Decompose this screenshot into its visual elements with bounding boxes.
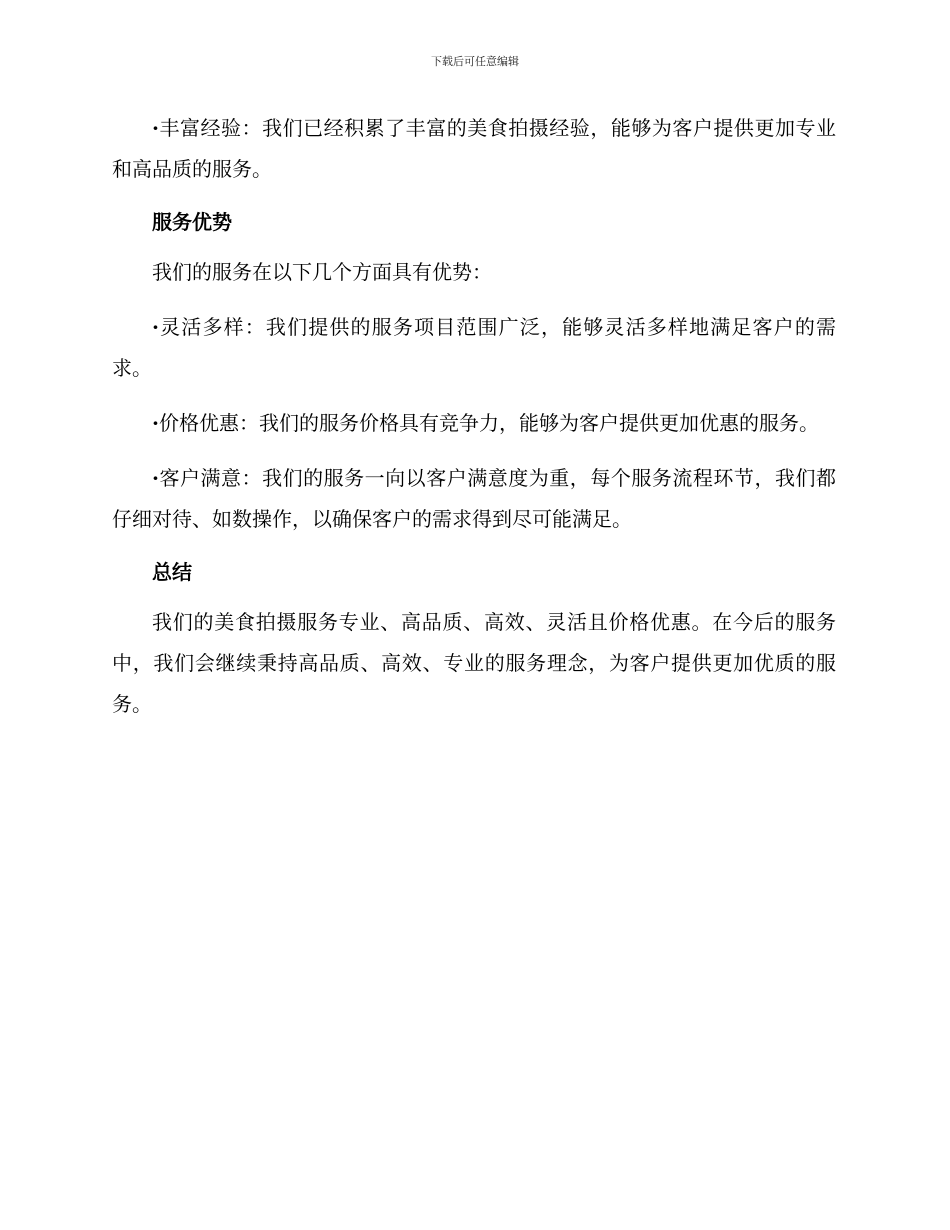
advantages-intro: 我们的服务在以下几个方面具有优势： [152, 260, 492, 284]
advantage-item-text: 灵活多样：我们提供的服务项目范围广泛，能够灵活多样地满足客户的需求。 [112, 315, 836, 380]
summary-heading: 总结 [152, 560, 192, 584]
bullet: · [152, 315, 159, 339]
experience-text: 丰富经验：我们已经积累了丰富的美食拍摄经验，能够为客户提供更加专业和高品质的服务。 [112, 116, 836, 181]
bullet: · [152, 116, 159, 140]
page-header: 下载后可任意编辑 [431, 55, 519, 68]
bullet: · [152, 466, 159, 490]
advantage-item-satisfaction [112, 458, 836, 540]
bullet: · [152, 411, 159, 435]
document-body [112, 108, 836, 739]
advantage-item-text: 价格优惠：我们的服务价格具有竞争力，能够为客户提供更加优惠的服务。 [158, 411, 819, 435]
advantage-item-price [112, 403, 836, 444]
advantage-item-flexible [112, 307, 836, 389]
advantage-item-text: 客户满意：我们的服务一向以客户满意度为重，每个服务流程环节，我们都仔细对待、如数操作，以确保客户的需求得到尽可能满足。 [112, 466, 836, 531]
experience-paragraph [112, 108, 836, 190]
advantages-heading: 服务优势 [152, 210, 232, 234]
summary-paragraph: 我们的美食拍摄服务专业、高品质、高效、灵活且价格优惠。在今后的服务中，我们会继续秉持高品质、高效、专业的服务理念，为客户提供更加优质的服务。 [112, 610, 836, 716]
